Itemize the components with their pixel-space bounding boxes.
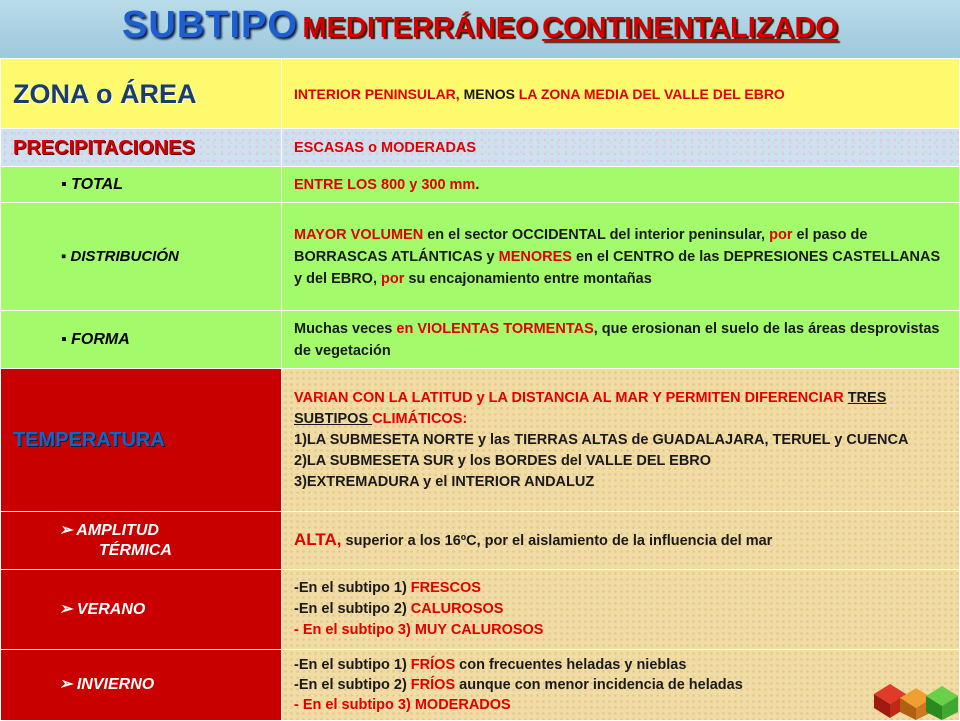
invierno-label: ➢ INVIERNO [1,650,282,721]
invierno-value [282,650,960,721]
verano-line-1: -En el subtipo 1) FRESCOS [294,580,481,596]
row-zona [1,59,960,129]
page-title [0,4,960,47]
forma-label: ▪ FORMA [1,311,282,369]
title-part2: MEDITERRÁNEO [302,12,538,44]
amplitud-label: ➢ AMPLITUD TÉRMICA [1,512,282,570]
verano-line-2: -En el subtipo 2) CALUROSOS [294,601,504,617]
temp-intro: VARIAN CON LA LATITUD y LA DISTANCIA AL MAR Y PERMITEN DIFERENCIAR TRES SUBTIPOS CLIMÁTICOS: [294,389,887,427]
row-forma [1,311,960,369]
temp-label: TEMPERATURA [1,369,282,512]
distrib-label: ▪ DISTRIBUCIÓN [1,203,282,311]
row-invierno [1,650,960,721]
temp-subtipo-1: 1)LA SUBMESETA NORTE y las TIERRAS ALTAS de GUADALAJARA, TERUEL y CUENCA [294,431,909,448]
row-distribucion [1,203,960,311]
decorative-cubes-icon [870,674,960,720]
total-label: ▪ TOTAL [1,167,282,203]
temp-subtipo-3: 3)EXTREMADURA y el INTERIOR ANDALUZ [294,473,595,490]
title-part3: CONTINENTALIZADO [542,12,838,44]
row-precipitaciones [1,129,960,167]
zona-value: INTERIOR PENINSULAR, MENOS LA ZONA MEDIA DEL VALLE DEL EBRO [282,59,960,129]
precip-label: PRECIPITACIONES [1,129,282,167]
invierno-line-1: -En el subtipo 1) FRÍOS con frecuentes heladas y nieblas [294,657,687,673]
row-total [1,167,960,203]
forma-value: Muchas veces en VIOLENTAS TORMENTAS, que erosionan el suelo de las áreas desprovistas de vegetación [282,311,960,369]
row-temperatura [1,369,960,512]
verano-label: ➢ VERANO [1,570,282,650]
temp-subtipo-2: 2)LA SUBMESETA SUR y los BORDES del VALLE DEL EBRO [294,452,712,469]
cube-green-icon [926,686,958,720]
zona-label: ZONA o ÁREA [1,59,282,129]
row-amplitud [1,512,960,570]
amplitud-value: ALTA, superior a los 16ºC, por el aislamiento de la influencia del mar [282,512,960,570]
distrib-value: MAYOR VOLUMEN en el sector OCCIDENTAL del interior peninsular, por el paso de BORRASCAS ATLÁNTICAS y MENORES en el CENTRO de las DEPRESIONES CASTELLANAS y del EBRO, por su encajonamiento entre montañas [282,203,960,311]
invierno-line-2: -En el subtipo 2) FRÍOS aunque con menor incidencia de heladas [294,677,743,693]
invierno-line-3: - En el subtipo 3) MODERADOS [294,697,511,713]
climate-table [0,58,960,721]
precip-value: ESCASAS o MODERADAS [282,129,960,167]
temp-value [282,369,960,512]
verano-value [282,570,960,650]
verano-line-3: - En el subtipo 3) MUY CALUROSOS [294,622,544,638]
title-part1: SUBTIPO [122,4,298,46]
row-verano [1,570,960,650]
total-value: ENTRE LOS 800 y 300 mm. [282,167,960,203]
